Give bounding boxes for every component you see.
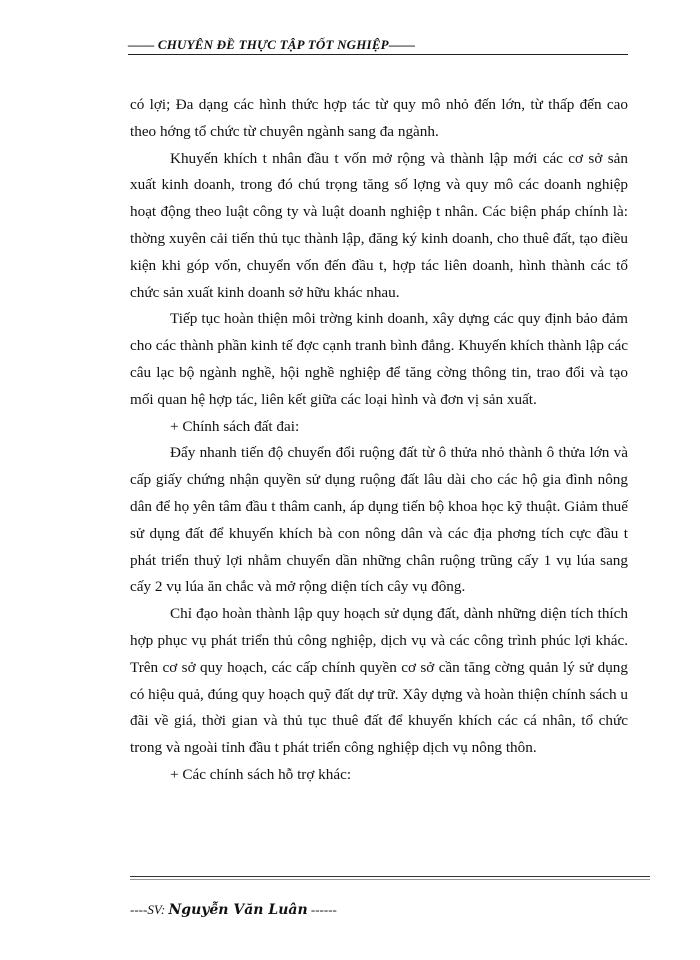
paragraph-5: Chỉ đạo hoàn thành lập quy hoạch sử dụng đất, dành những diện tích thích hợp phục vụ phát triển thủ công nghiệp, dịch vụ và các công trình phúc lợi khác. Trên cơ sở quy hoạch, các cấp chính quyền cơ sở cần tăng cờng quản lý sử dụng có hiệu quả, đúng quy hoạch quỹ đất dự trữ. Xây dựng và hoàn thiện chính sách u đãi về giá, thời gian và thủ tục thuê đất để khuyến khích các cá nhân, tổ chức trong và ngoài tỉnh đầu t phát triển công nghiệp dịch vụ nông thôn.	[130, 605, 628, 757]
student-name: Nguyễn Văn Luân	[168, 902, 308, 918]
footer-suffix: ------	[307, 902, 337, 917]
footer-divider	[130, 876, 650, 877]
footer-divider-secondary	[130, 879, 650, 880]
page-footer	[130, 900, 530, 920]
section-heading-land-policy: + Chính sách đất đai:	[170, 417, 300, 435]
footer-prefix: ----SV:	[130, 902, 169, 917]
paragraph-2: Khuyến khích t nhân đầu t vốn mở rộng và thành lập mới các cơ sở sản xuất kinh doanh, trong đó chú trọng tăng số lợng và quy mô các doanh nghiệp hoạt động theo luật công ty và luật doanh nghiệp t nhân. Các biện pháp chính là: thờng xuyên cải tiến thủ tục thành lập, đăng ký kinh doanh, cho thuê đất, tạo điều kiện khi góp vốn, chuyển vốn đến đầu t, hợp tác liên doanh, hình thành các tổ chức sản xuất kinh doanh sở hữu khác nhau.	[130, 149, 628, 301]
paragraph-3: Tiếp tục hoàn thiện môi trờng kinh doanh, xây dựng các quy định bảo đảm cho các thành phần kinh tế đợc cạnh tranh bình đẳng. Khuyến khích thành lập các câu lạc bộ ngành nghề, hội nghề nghiệp để tăng cờng thông tin, trao đổi và tạo mối quan hệ hợp tác, liên kết giữa các loại hình và đơn vị sản xuất.	[130, 310, 628, 408]
section-heading-other-support: + Các chính sách hỗ trợ khác:	[170, 765, 352, 783]
paragraph-1: có lợi; Đa dạng các hình thức hợp tác từ quy mô nhỏ đến lớn, từ thấp đến cao theo hớng tổ chức từ chuyên ngành sang đa ngành.	[130, 96, 628, 140]
page-header: —— CHUYÊN ĐỀ THỰC TẬP TỐT NGHIỆP——	[128, 36, 628, 55]
body-text	[130, 92, 628, 789]
paragraph-4: Đẩy nhanh tiến độ chuyển đổi ruộng đất từ ô thửa nhỏ thành ô thửa lớn và cấp giấy chứng nhận quyền sử dụng ruộng đất lâu dài cho các hộ gia đình nông dân để họ yên tâm đầu t thâm canh, áp dụng tiến bộ khoa học kỹ thuật. Giảm thuế sử dụng đất để khuyến khích bà con nông dân và các địa phơng tích cực đầu t phát triển thuỷ lợi nhằm chuyển dần những chân ruộng trũng cấy 1 vụ lúa sang cấy 2 vụ lúa ăn chắc và mở rộng diện tích cây vụ đông.	[130, 444, 628, 596]
